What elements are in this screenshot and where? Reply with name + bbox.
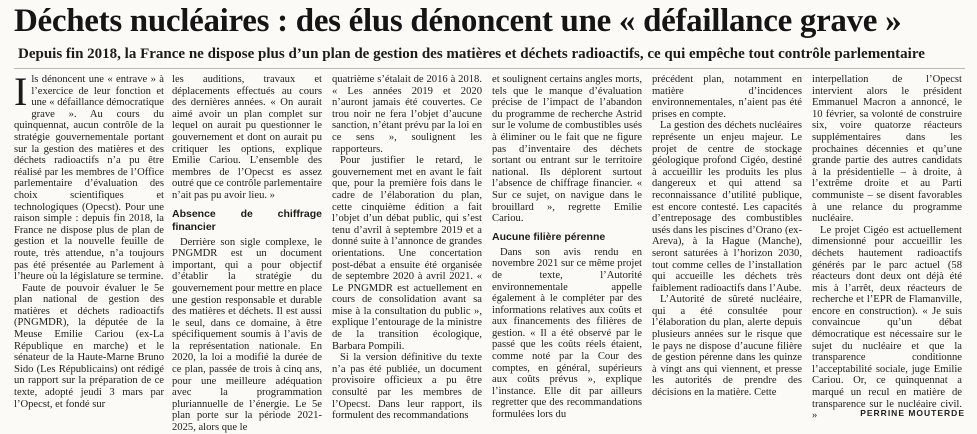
paragraph: les auditions, travaux et déplacements effectués au cours des dernières années. « On aurait aimé avoir un plan complet sur lequel on aurait pu questionner le gouvernement et dont on aurait pu critiquer les options, explique Emilie Cariou. L’ensemble des membres de l’Opecst es assez outré que ce contrôle parlementaire n’ait pas pu avoir lieu. » — [172, 74, 322, 201]
column-2 — [172, 74, 323, 434]
paragraph: interpellation de l’Opecst intervient alors le président Emmanuel Macron a annoncé, le 10 février, sa volonté de construire six, voire quatorze réacteurs supplémentaires dans les prochaines décennies et qu’une grande partie des autres candidats à la présidentielle – à droite, à l’extrême droite et au Parti communiste – se disent favorables à une relance du programme nucléaire. — [812, 74, 962, 225]
paragraph: Si la version définitive du texte n’a pas été publiée, un document provisoire officieux a pu être consulté par les membres de l’Opecst. Dans leur rapport, ils formulent des recommandations — [332, 352, 482, 422]
headline: Déchets nucléaires : des élus dénoncent une « défaillance grave » — [14, 3, 902, 39]
paragraph: et soulignent certains angles morts, tels que le manque d’évaluation précise de l’impact de l’abandon du programme de recherche Astrid sur le volume de combustibles usés à éliminer ou le fait que ne figure pas d’inventaire des déchets sortant ou entrant sur le territoire national. Ils déplorent surtout l’absence de chiffrage financier. « Sur ce sujet, on navigue dans le brouillard », regrette Emilie Cariou. — [492, 74, 642, 225]
paragraph: quatrième s’étalait de 2016 à 2018. « Les années 2019 et 2020 n’auront jamais été couvertes. Ce trou noir ne fera l’objet d’aucune sanction, n’étant prévu par la loi en ce sens », soulignent les rapporteurs. — [332, 74, 482, 155]
paragraph: précédent plan, notamment en matière d’incidences environnementales, n’aient pas été prises en compte. — [652, 74, 802, 120]
paragraph: La gestion des déchets nucléaires représente un enjeu majeur. Le projet de centre de stockage géologique profond Cigéo, destiné à accueillir les produits les plus dangereux et qui attend sa reconnaissance d’utilité publique, est encore contesté. Les capacités d’entreposage des combustibles usés dans les piscines d’Orano (ex-Areva), à la Hague (Manche), seront saturées à l’horizon 2030, tout comme celles de l’installation qui accueille les déchets très faiblement radioactifs dans l’Aube. — [652, 120, 802, 294]
dropcap: I — [14, 69, 28, 114]
divider — [14, 68, 965, 69]
subheading: Absence de chiffrage financier — [172, 207, 322, 233]
paragraph: Derrière son sigle complexe, le PNGMDR est un document important, qui a pour objectif d’établir la stratégie du gouvernement pour mettre en place une gestion responsable et durable des matières et déchets. Il est aussi le seul, dans ce domaine, à être spécifiquement soumis à l’avis de la représentation nationale. En 2020, la loi a modifié la durée de ce plan, passée de trois à cinq ans, pour une meilleure adéquation avec la programmation pluriannuelle de l’énergie. Le 5e plan porte sur la période 2021-2025, alors que le — [172, 236, 323, 434]
paragraph: Le projet Cigéo est actuellement dimensionné pour accueillir les déchets hautement radioactifs générés par le parc actuel (58 réacteurs dont deux ont déjà été mis à l’arrêt, deux réacteurs de recherche et l’EPR de Flamanville, encore en construction). « Je suis convaincue qu’un débat démocratique est nécessaire sur le sujet du nucléaire et que la transparence conditionne l’acceptabilité sociale, juge Emilie Cariou. Or, ce quinquennat a marqué un recul en matière de transparence sur le nucléaire civil. » — [812, 224, 962, 422]
paragraph: ls dénoncent une « entrave » à l’exercice de leur fonction et une « défaillance démocratique grave ». Au cours du quinquennat, aucun contrôle de la stratégie gouvernementale portant sur la gestion des matières et des déchets radioactifs n’a pu être réalisé par les membres de l’Office parlementaire d’évaluation des choix scientifiques et technologiques (Opecst). Pour une raison simple : depuis fin 2018, la France ne dispose plus de plan de gestion et la nouvelle feuille de route, très attendue, n’a toujours pas été présentée au Parlement à l’heure où la législature se termine. — [14, 74, 164, 283]
paragraph: Dans son avis rendu en novembre 2021 sur ce même projet de texte, l’Autorité environnementale appelle également à le compléter par des informations relatives aux coûts et aux financements des filières de gestion. « Il a été observé par le passé que les coûts réels étaient, comme noté par la Cour des comptes, en général, supérieurs aux coûts prévus », explique l’instance. Elle dit par ailleurs regretter que des recommandations formulées lors du — [492, 246, 642, 421]
paragraph: Faute de pouvoir évaluer le 5e plan national de gestion des matières et déchets radioactifs (PNGMDR), la députée de la Meuse Emilie Cariou (ex-La République en marche) et le sénateur de la Haute-Marne Bruno Sido (Les Républicains) ont rédigé un rapport sur la préparation de ce texte, adopté jeudi 3 mars par l’Opecst, et fondé sur — [14, 282, 164, 410]
byline: PERRINE MOUTERDE — [860, 408, 965, 418]
column-1 — [14, 69, 164, 420]
paragraph: L’Autorité de sûreté nucléaire, qui a été consultée pour l’élaboration du plan, alerte depuis plusieurs années sur le risque que le pays ne dispose d’aucune filière de gestion pérenne dans les quinze à vingt ans qui viennent, et presse les autorités de prendre des décisions en la matière. Cette — [652, 294, 802, 399]
subheading: Aucune filière pérenne — [492, 230, 606, 243]
column-3 — [332, 74, 482, 420]
paragraph: Pour justifier le retard, le gouvernement met en avant le fait que, pour la première fois dans le cadre de l’élaboration du plan, cette cinquième édition a fait l’objet d’un débat public, qui s’est tenu d’avril à septembre 2019 et a donné suite à l’annonce de grandes orientations. Une concertation post-débat a ensuite été organisée de septembre 2020 à avril 2021. « Le PNGMDR est actuellement en cours de consolidation avant sa mise à la consultation du public », explique l’entourage de la ministre de la transition écologique, Barbara Pompili. — [332, 155, 482, 352]
standfirst: Depuis fin 2018, la France ne dispose plus d’un plan de gestion des matières et déchets radioactifs, ce qui empêche tout contrôle parlementaire — [18, 46, 925, 62]
column-4 — [492, 74, 642, 420]
column-5 — [652, 74, 802, 420]
